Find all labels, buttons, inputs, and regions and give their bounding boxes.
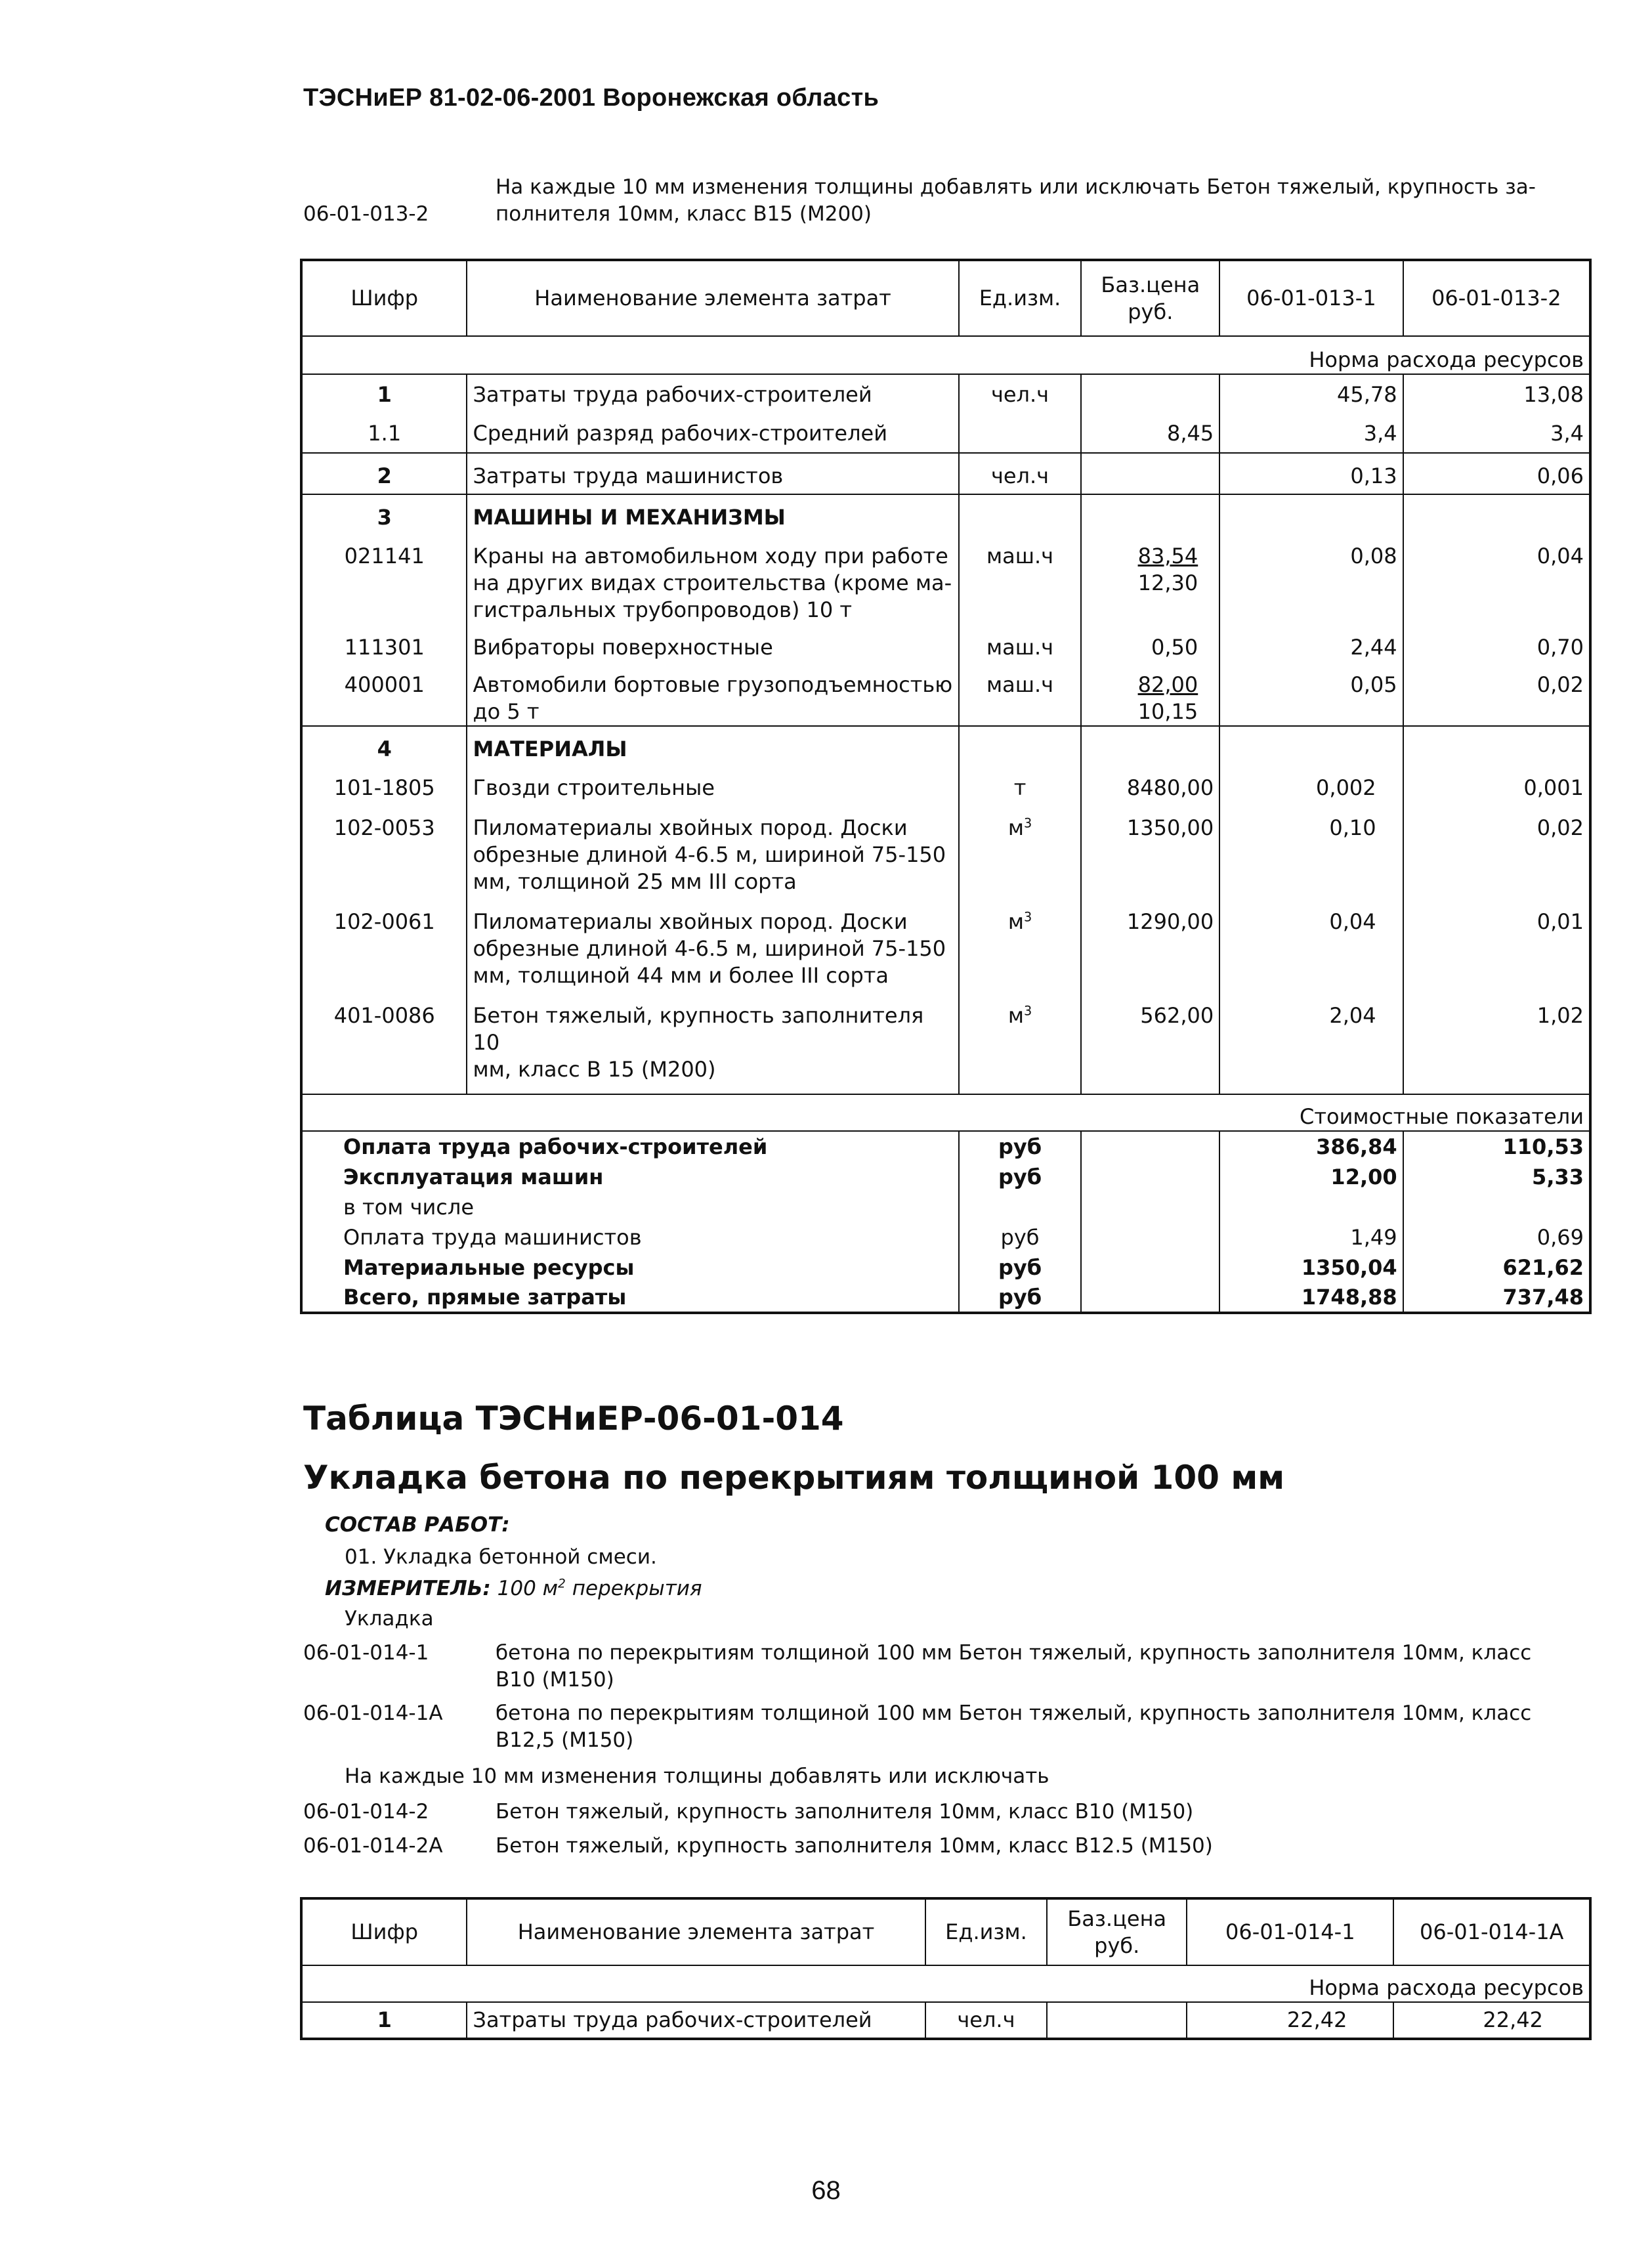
row-name: МАШИНЫ И МЕХАНИЗМЫ [467, 494, 958, 531]
table-row [301, 763, 1590, 801]
row-price [1081, 374, 1219, 408]
item-line: бетона по перекрытиям толщиной 100 мм Бетон тяжелый, крупность заполнителя 10мм, класс [496, 1701, 1532, 1725]
header-col-1: 06-01-013-1 [1219, 260, 1403, 336]
row-code: 4 [377, 737, 392, 761]
row-name-line: Автомобили бортовые грузоподъемностью [473, 672, 953, 697]
document-header-title: ТЭСНиЕР 81-02-06-2001 Воронежская область [303, 84, 879, 112]
meter-tail: перекрытия [565, 1577, 702, 1600]
row-name-line: мм, толщиной 44 мм и более III сорта [473, 963, 889, 988]
intro-line-1: На каждые 10 мм изменения толщины добавлять или исключать Бетон тяжелый, крупность за- [496, 175, 1536, 199]
row-name: Вибраторы поверхностные [467, 624, 958, 661]
cost-row-unit: руб [959, 1162, 1082, 1192]
row-code: 3 [377, 505, 392, 530]
row-name [467, 531, 958, 624]
cost-row-label: Оплата труда рабочих-строителей [343, 1134, 768, 1159]
meter-line [325, 1575, 702, 1602]
row-name: Затраты труда рабочих-строителей [467, 2002, 925, 2039]
cost-row-label: Оплата труда машинистов [343, 1225, 642, 1250]
header-code: Шифр [350, 1919, 419, 1944]
table-row [301, 2002, 1590, 2039]
change-note: На каждые 10 мм изменения толщины добавлять или исключать [345, 1764, 1049, 1788]
cost-row-value-1: 386,84 [1219, 1131, 1403, 1162]
page-number: 68 [811, 2176, 841, 2205]
cost-row-unit [959, 1192, 1082, 1222]
row-name-line: мм, класс В 15 (М200) [473, 1057, 716, 1082]
section-subtitle: Укладка бетона по перекрытиям толщиной 100 мм [303, 1459, 1285, 1497]
intro-line-2: полнителя 10мм, класс В15 (М200) [496, 202, 872, 226]
meter-value-text: 100 м [497, 1577, 559, 1600]
row-price [1081, 661, 1219, 726]
header-price [1047, 1898, 1187, 1965]
row-name-line: до 5 т [473, 699, 540, 724]
item-line: бетона по перекрытиям толщиной 100 мм Бетон тяжелый, крупность заполнителя 10мм, класс [496, 1641, 1532, 1665]
item-code: 06-01-014-1А [303, 1701, 443, 1725]
row-unit: чел.ч [925, 2002, 1048, 2039]
norm-label: Норма расхода ресурсов [1309, 1975, 1584, 2000]
header-unit: Ед.изм. [925, 1898, 1048, 1965]
meter-superscript: 2 [558, 1577, 566, 1591]
cost-row-unit: руб [959, 1252, 1082, 1283]
row-name: МАТЕРИАЛЫ [467, 726, 958, 763]
row-value-1: 2,44 [1219, 624, 1403, 661]
row-value-2: 0,01 [1403, 895, 1590, 989]
row-name-line: обрезные длиной 4-6.5 м, шириной 75-150 [473, 842, 946, 867]
row-value-1: 0,13 [1219, 453, 1403, 494]
item-line: В12,5 (М150) [496, 1728, 634, 1752]
row-unit: т [959, 763, 1082, 801]
row-price [1081, 453, 1219, 494]
cost-row-value-1: 1748,88 [1219, 1283, 1403, 1313]
row-value-1: 0,04 [1219, 895, 1403, 989]
table-row [301, 531, 1590, 624]
row-name: Затраты труда рабочих-строителей [467, 374, 958, 408]
row-name-line: Бетон тяжелый, крупность заполнителя 10 [473, 1003, 924, 1055]
cost-row-value-2 [1403, 1192, 1590, 1222]
header-unit: Ед.изм. [959, 260, 1082, 336]
cost-row [301, 1192, 1590, 1222]
table-row [301, 408, 1590, 453]
row-price: 562,00 [1081, 989, 1219, 1094]
row-name-line: Пиломатериалы хвойных пород. Доски [473, 909, 908, 934]
cost-row-label: Всего, прямые затраты [343, 1285, 627, 1310]
header-col-1: 06-01-014-1 [1187, 1898, 1393, 1965]
cost-row-value-1: 12,00 [1219, 1162, 1403, 1192]
row-name [467, 895, 958, 989]
table-row [301, 895, 1590, 989]
table-header-row [301, 260, 1590, 336]
row-name-line: Краны на автомобильном ходу при работе [473, 544, 948, 568]
row-name [467, 989, 958, 1094]
resource-norm-table-2 [300, 1897, 1592, 2040]
row-price [1081, 531, 1219, 624]
row-price: 1350,00 [1081, 801, 1219, 895]
cost-row-unit: руб [959, 1222, 1082, 1252]
cost-row [301, 1283, 1590, 1313]
cost-row-value-2: 737,48 [1403, 1283, 1590, 1313]
meter-label: ИЗМЕРИТЕЛЬ: [325, 1577, 491, 1600]
row-value-2: 0,06 [1403, 453, 1590, 494]
cost-row-value-2: 621,62 [1403, 1252, 1590, 1283]
cost-row [301, 1222, 1590, 1252]
row-price-sub: 12,30 [1137, 570, 1198, 595]
section-row [301, 726, 1590, 763]
row-price: 8,45 [1081, 408, 1219, 453]
row-value-1: 0,002 [1219, 763, 1403, 801]
row-name-line: обрезные длиной 4-6.5 м, шириной 75-150 [473, 936, 946, 961]
row-price-main: 82,00 [1137, 672, 1198, 697]
cost-row-label: Материальные ресурсы [343, 1255, 635, 1280]
row-name-line: гистральных трубопроводов) 10 т [473, 597, 853, 622]
row-unit [959, 408, 1082, 453]
row-code: 111301 [344, 635, 425, 660]
row-code: 101-1805 [333, 775, 435, 800]
row-value-2: 1,02 [1403, 989, 1590, 1094]
row-name [467, 661, 958, 726]
header-price-line2: руб. [1128, 299, 1174, 324]
row-unit: маш.ч [959, 661, 1082, 726]
row-unit [959, 989, 1082, 1094]
table-row [301, 989, 1590, 1094]
table-row [301, 661, 1590, 726]
group-label: Укладка [345, 1607, 434, 1631]
row-price: 0,50 [1081, 624, 1219, 661]
cost-row-value-2: 110,53 [1403, 1131, 1590, 1162]
row-price: 1290,00 [1081, 895, 1219, 989]
cost-row-label: в том числе [343, 1195, 474, 1220]
row-name [467, 801, 958, 895]
row-value-1: 45,78 [1219, 374, 1403, 408]
cost-row-value-1: 1,49 [1219, 1222, 1403, 1252]
table-row [301, 374, 1590, 408]
row-name-line: на других видах строительства (кроме ма- [473, 570, 952, 595]
row-price: 8480,00 [1081, 763, 1219, 801]
row-price-sub: 10,15 [1137, 699, 1198, 724]
row-value-2: 13,08 [1403, 374, 1590, 408]
cost-row-unit: руб [959, 1131, 1082, 1162]
row-unit: чел.ч [959, 453, 1082, 494]
table-title: Таблица ТЭСНиЕР-06-01-014 [303, 1399, 844, 1438]
cost-row-value-1: 1350,04 [1219, 1252, 1403, 1283]
row-unit: маш.ч [959, 531, 1082, 624]
unit-text: м [1007, 909, 1024, 934]
item-line: Бетон тяжелый, крупность заполнителя 10мм, класс В12.5 (М150) [496, 1834, 1213, 1858]
cost-row-value-2: 0,69 [1403, 1222, 1590, 1252]
cost-row [301, 1252, 1590, 1283]
cost-row-label: Эксплуатация машин [343, 1164, 604, 1189]
header-name: Наименование элемента затрат [467, 1898, 925, 1965]
row-unit [959, 895, 1082, 989]
item-code: 06-01-014-2А [303, 1834, 443, 1858]
intro-code: 06-01-013-2 [303, 202, 429, 226]
row-code: 1.1 [368, 421, 402, 446]
header-price [1081, 260, 1219, 336]
unit-superscript: 3 [1023, 909, 1032, 925]
row-name-line: мм, толщиной 25 мм III сорта [473, 869, 797, 894]
row-price-main: 83,54 [1137, 544, 1198, 568]
work-item: 01. Укладка бетонной смеси. [345, 1545, 657, 1569]
row-code: 102-0061 [333, 909, 435, 934]
row-value-1: 22,42 [1187, 2002, 1393, 2039]
cost-row-value-2: 5,33 [1403, 1162, 1590, 1192]
cost-row [301, 1131, 1590, 1162]
row-value-2: 0,02 [1403, 661, 1590, 726]
unit-text: м [1007, 815, 1024, 840]
row-code: 2 [377, 463, 392, 488]
item-line: В10 (М150) [496, 1668, 614, 1692]
header-col-2: 06-01-013-2 [1403, 260, 1590, 336]
row-value-2: 22,42 [1393, 2002, 1590, 2039]
row-code: 1 [377, 382, 392, 407]
cost-row-value-1 [1219, 1192, 1403, 1222]
header-name: Наименование элемента затрат [467, 260, 958, 336]
row-unit [959, 801, 1082, 895]
resource-norm-table-1 [300, 259, 1592, 1314]
row-value-1: 2,04 [1219, 989, 1403, 1094]
row-name: Средний разряд рабочих-строителей [467, 408, 958, 453]
row-name: Затраты труда машинистов [467, 453, 958, 494]
work-composition-label: СОСТАВ РАБОТ: [325, 1513, 510, 1537]
norm-label: Норма расхода ресурсов [1309, 347, 1584, 372]
row-code: 021141 [344, 544, 425, 568]
row-value-1: 0,05 [1219, 661, 1403, 726]
section-row [301, 494, 1590, 531]
row-value-2: 3,4 [1403, 408, 1590, 453]
row-code: 401-0086 [333, 1003, 435, 1028]
item-code: 06-01-014-1 [303, 1641, 429, 1665]
item-code: 06-01-014-2 [303, 1800, 429, 1824]
unit-superscript: 3 [1023, 815, 1032, 831]
row-unit: чел.ч [959, 374, 1082, 408]
row-code: 102-0053 [333, 815, 435, 840]
row-value-1: 0,10 [1219, 801, 1403, 895]
header-code: Шифр [350, 286, 419, 310]
row-name: Гвозди строительные [467, 763, 958, 801]
row-value-2: 0,04 [1403, 531, 1590, 624]
row-value-2: 0,001 [1403, 763, 1590, 801]
row-unit: маш.ч [959, 624, 1082, 661]
cost-row [301, 1162, 1590, 1192]
header-price-line1: Баз.цена [1067, 1906, 1167, 1931]
header-col-2: 06-01-014-1А [1393, 1898, 1590, 1965]
cost-label: Стоимостные показатели [1300, 1104, 1584, 1129]
header-price-line2: руб. [1094, 1933, 1140, 1958]
norm-label-row [301, 336, 1590, 374]
row-code: 1 [377, 2007, 392, 2032]
unit-superscript: 3 [1023, 1003, 1032, 1019]
row-code: 400001 [344, 672, 425, 697]
norm-label-row [301, 1965, 1590, 2002]
header-price-line1: Баз.цена [1101, 272, 1200, 297]
row-value-2: 0,70 [1403, 624, 1590, 661]
item-line: Бетон тяжелый, крупность заполнителя 10мм, класс В10 (М150) [496, 1800, 1194, 1824]
table-row [301, 624, 1590, 661]
row-price [1047, 2002, 1187, 2039]
meter-value [498, 1577, 702, 1600]
row-value-1: 3,4 [1219, 408, 1403, 453]
unit-text: м [1007, 1003, 1024, 1028]
table-row [301, 453, 1590, 494]
cost-label-row [301, 1094, 1590, 1131]
row-name-line: Пиломатериалы хвойных пород. Доски [473, 815, 908, 840]
cost-row-unit: руб [959, 1283, 1082, 1313]
table-row [301, 801, 1590, 895]
table-header-row [301, 1898, 1590, 1965]
row-value-1: 0,08 [1219, 531, 1403, 624]
row-value-2: 0,02 [1403, 801, 1590, 895]
